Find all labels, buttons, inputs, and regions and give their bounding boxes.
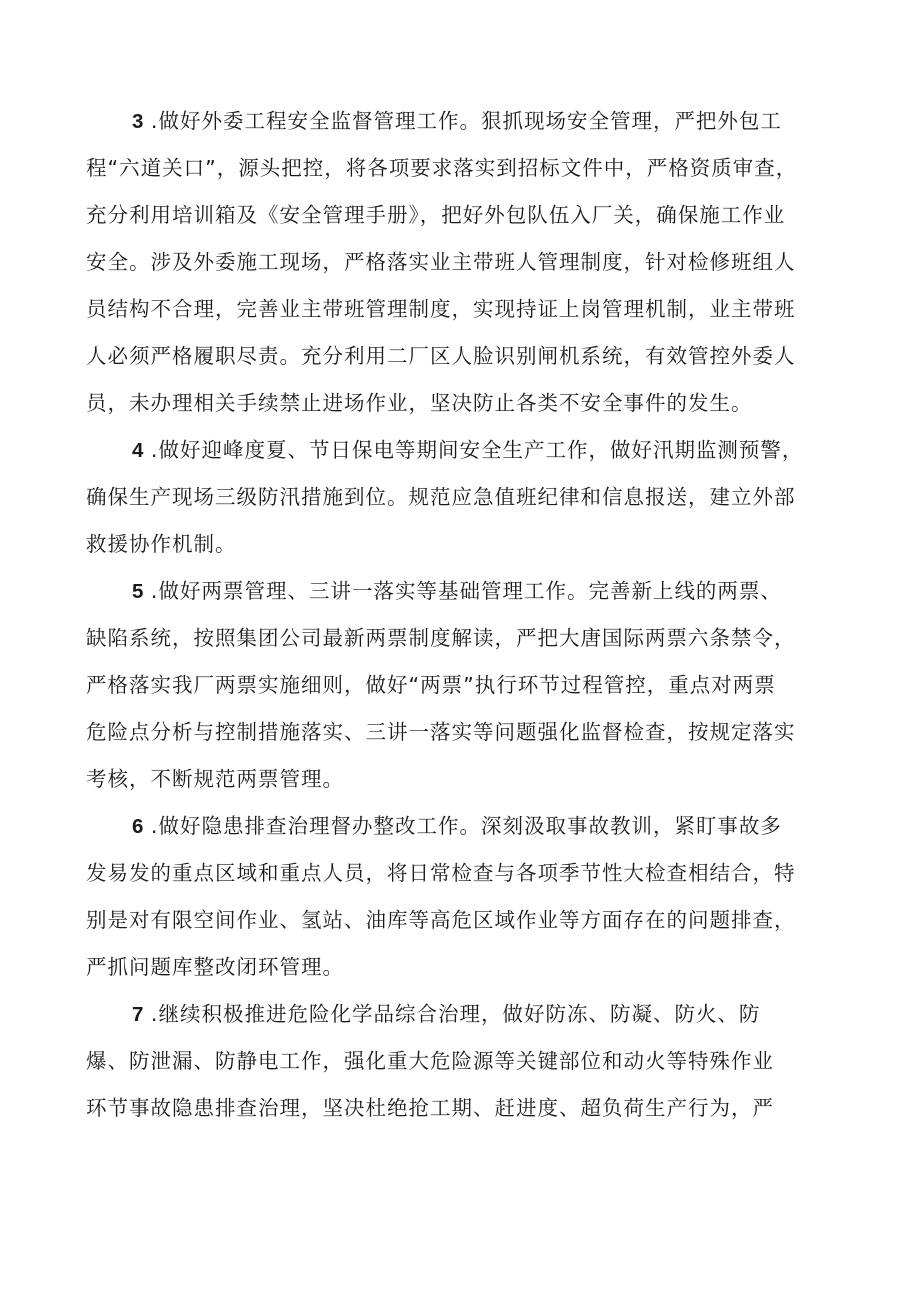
paragraph-line: 人必须严格履职尽责。充分利用二厂区人脸识别闸机系统，有效管控外委人: [86, 344, 796, 368]
paragraph-line: 充分利用培训箱及《安全管理手册》，把好外包队伍入厂关，确保施工作业: [86, 203, 786, 227]
item-number: 3: [132, 110, 144, 133]
paragraph-line: [86, 427, 848, 474]
paragraph-line: [86, 568, 848, 615]
paragraph-item-6: [86, 803, 848, 991]
paragraph-line: 别是对有限空间作业、氢站、油库等高危区域作业等方面存在的问题排查，: [86, 908, 796, 932]
paragraph-item-3: [86, 98, 848, 427]
line-text: .做好两票管理、三讲一落实等基础管理工作。完善新上线的两票、: [143, 579, 782, 603]
paragraph-line: 员，未办理相关手续禁止进场作业，坚决防止各类不安全事件的发生。: [86, 391, 753, 415]
paragraph-line: 严抓问题库整改闭环管理。: [86, 955, 344, 979]
paragraph-line: 缺陷系统，按照集团公司最新两票制度解读，严把大唐国际两票六条禁令，: [86, 626, 796, 650]
paragraph-line: [86, 803, 848, 850]
item-number: 4: [132, 439, 144, 462]
paragraph-line: [86, 991, 848, 1038]
paragraph-line: 确保生产现场三级防汛措施到位。规范应急值班纪律和信息报送，建立外部: [86, 485, 796, 509]
paragraph-item-4: [86, 427, 848, 568]
line-text: .做好外委工程安全监督管理工作。狠抓现场安全管理，严把外包工: [143, 109, 782, 133]
document-body: [86, 98, 848, 1132]
item-number: 5: [132, 580, 144, 603]
item-number: 6: [132, 815, 144, 838]
paragraph-line: 考核，不断规范两票管理。: [86, 767, 344, 791]
paragraph-line: 安全。涉及外委施工现场，严格落实业主带班人管理制度，针对检修班组人: [86, 250, 796, 274]
paragraph-line: [86, 98, 848, 145]
paragraph-item-5: [86, 568, 848, 803]
paragraph-item-7: [86, 991, 848, 1132]
paragraph-line: 发易发的重点区域和重点人员，将日常检查与各项季节性大检查相结合，特: [86, 861, 796, 885]
paragraph-line: 员结构不合理，完善业主带班管理制度，实现持证上岗管理机制，业主带班: [86, 297, 796, 321]
paragraph-line: 程“六道关口”，源头把控，将各项要求落实到招标文件中，严格资质审查，: [86, 156, 798, 180]
item-number: 7: [132, 1003, 144, 1026]
paragraph-line: 严格落实我厂两票实施细则，做好“两票”执行环节过程管控，重点对两票: [86, 673, 776, 697]
paragraph-line: 环节事故隐患排查治理，坚决杜绝抢工期、赶进度、超负荷生产行为，严: [86, 1096, 774, 1120]
paragraph-line: 爆、防泄漏、防静电工作，强化重大危险源等关键部位和动火等特殊作业: [86, 1049, 774, 1073]
paragraph-line: 救援协作机制。: [86, 532, 237, 556]
line-text: .继续积极推进危险化学品综合治理，做好防冻、防凝、防火、防: [143, 1002, 761, 1026]
paragraph-line: 危险点分析与控制措施落实、三讲一落实等问题强化监督检查，按规定落实: [86, 720, 796, 744]
line-text: .做好隐患排查治理督办整改工作。深刻汲取事故教训，紧盯事故多: [143, 814, 782, 838]
line-text: .做好迎峰度夏、节日保电等期间安全生产工作，做好汛期监测预警，: [143, 438, 804, 462]
